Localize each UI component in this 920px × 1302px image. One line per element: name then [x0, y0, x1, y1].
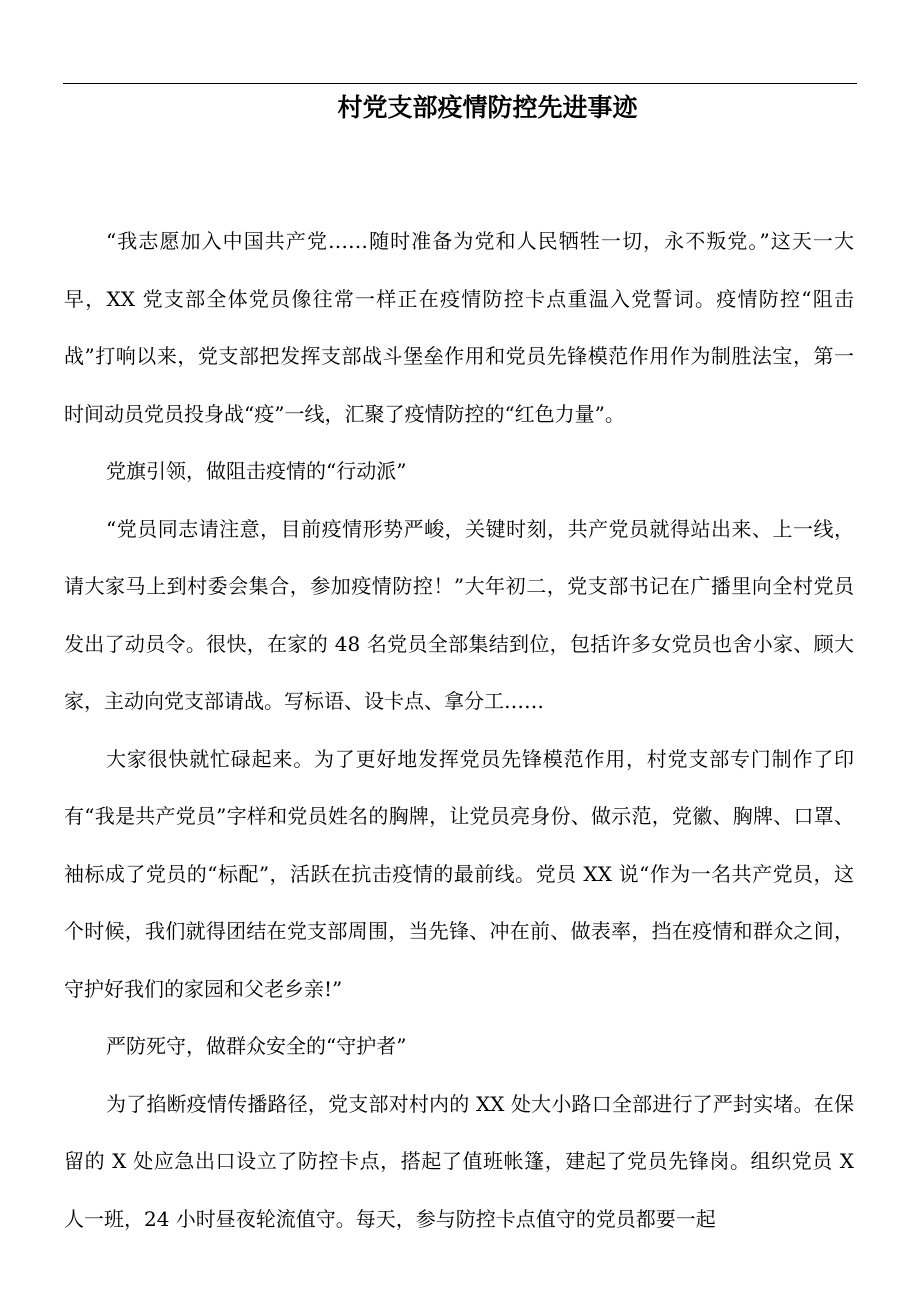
- section-heading-guardian: 严防死守，做群众安全的“守护者”: [106, 1034, 407, 1058]
- section-heading-party-flag: 党旗引领，做阻击疫情的“行动派”: [106, 459, 407, 483]
- paragraph-mobilization: “党员同志请注意，目前疫情形势严峻，关键时刻，共产党员就得站出来、上一线，请大家马上到村委会集合，参加疫情防控！”大年初二，党支部书记在广播里向全村党员发出了动员令。很快，在家的 48 名党员全部集结到位，包括许多女党员也舍小家、顾大家，主动向党支部请战。写标语、设卡点、拿分工……: [64, 516, 854, 713]
- paragraph-intro: “我志愿加入中国共产党……随时准备为党和人民牺牲一切，永不叛党。”这天一大早，XX 党支部全体党员像往常一样正在疫情防控卡点重温入党誓词。疫情防控“阻击战”打响以来，党支部把发挥支部战斗堡垒作用和党员先锋模范作用作为制胜法宝，第一时间动员党员投身战“疫”一线，汇聚了疫情防控的“红色力量”。: [64, 229, 854, 426]
- paragraph-vanguard: 大家很快就忙碌起来。为了更好地发挥党员先锋模范作用，村党支部专门制作了印有“我是共产党员”字样和党员姓名的胸牌，让党员亮身份、做示范，党徽、胸牌、口罩、袖标成了党员的“标配”，活跃在抗击疫情的最前线。党员 XX 说“作为一名共产党员，这个时候，我们就得团结在党支部周围，当先锋、冲在前、做表率，挡在疫情和群众之间，守护好我们的家园和父老乡亲!”: [64, 746, 854, 1001]
- paragraph-checkpoints: 为了掐断疫情传播路径，党支部对村内的 XX 处大小路口全部进行了严封实堵。在保留的 X 处应急出口设立了防控卡点，搭起了值班帐篷，建起了党员先锋岗。组织党员 X 人一班，24 小时昼夜轮流值守。每天，参与防控卡点值守的党员都要一起: [64, 1091, 854, 1231]
- header-rule: [63, 83, 857, 84]
- document-title: 村党支部疫情防控先进事迹: [337, 93, 638, 122]
- document-body: [64, 213, 854, 1248]
